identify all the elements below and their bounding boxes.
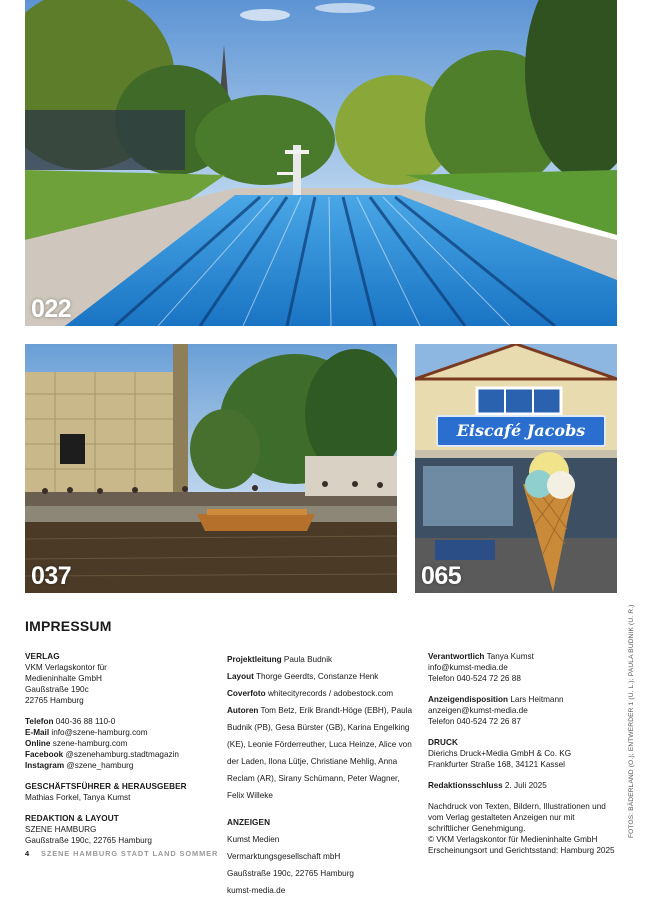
verantwortlich-phone: Telefon 040-524 72 26 88 <box>428 674 521 683</box>
verlag-line: Gaußstraße 190c <box>25 685 89 694</box>
publisher-names: Mathias Forkel, Tanya Kumst <box>25 793 131 802</box>
deadline-label: Redaktionsschluss <box>428 781 503 790</box>
autoren-label: Autoren <box>227 706 259 715</box>
verlag-line: 22765 Hamburg <box>25 696 84 705</box>
druck-line: Dierichs Druck+Media GmbH & Co. KG <box>428 749 572 758</box>
online-label: Online <box>25 739 51 748</box>
anzeigen-block <box>227 814 417 899</box>
telefon-label: Telefon <box>25 717 54 726</box>
layout-value: Thorge Geerdts, Constanze Henk <box>255 672 379 681</box>
jurisdiction-notice: Erscheinungsort und Gerichtsstand: Hamburg 2025 <box>428 846 615 855</box>
facebook-label: Facebook <box>25 750 64 759</box>
icecream-illustration <box>415 344 617 593</box>
projekt-label: Projektleitung <box>227 655 282 664</box>
shop-sign: Eiscafé Jacobs <box>456 421 586 440</box>
page-reference: 022 <box>31 295 72 323</box>
email-link[interactable]: info@szene-hamburg.com <box>51 728 148 737</box>
druck-block <box>428 737 618 770</box>
copyright-notice: © VKM Verlagskontor für Medieninhalte GmbH <box>428 835 598 844</box>
autoren-value: Tom Betz, Erik Brandt-Höge (EBH), Paula Budnik (PB), Gesa Bürster (GB), Karina Engelking (KE), Leonie Förderreuther, Luca Heinze, Alice von der Laden, Ilona Lütje, Christiane Mehlig, Anna Reclam (AR), Sirany Schümann, Peter Wagner, Felix Willeke <box>227 706 413 800</box>
pool-illustration <box>25 0 617 326</box>
facebook-handle[interactable]: @szenehamburg.stadtmagazin <box>65 750 179 759</box>
website-link[interactable]: szene-hamburg.com <box>52 739 128 748</box>
river-illustration <box>25 344 397 593</box>
pool-photo <box>25 0 617 326</box>
reprint-notice: Nachdruck von Texten, Bildern, Illustrationen und vom Verlag gestalteten Anzeigen nur mit schriftlicher Genehmigung. <box>428 802 606 833</box>
layout-label: Layout <box>227 672 254 681</box>
contact-block <box>25 716 210 771</box>
anzeigen-heading: ANZEIGEN <box>227 818 271 827</box>
credits-block <box>227 651 417 804</box>
druck-line: Frankfurter Straße 168, 34121 Kassel <box>428 760 565 769</box>
druck-heading: DRUCK <box>428 738 459 747</box>
page-reference: 065 <box>421 562 462 590</box>
coverfoto-value: whitecityrecords / adobestock.com <box>267 689 394 698</box>
projekt-value: Paula Budnik <box>283 655 333 664</box>
river-photo <box>25 344 397 593</box>
instagram-label: Instagram <box>25 761 65 770</box>
disposition-email[interactable]: anzeigen@kumst-media.de <box>428 706 528 715</box>
anzeigen-link[interactable]: kumst-media.de <box>227 886 286 895</box>
magazine-name: SZENE HAMBURG STADT LAND SOMMER <box>40 849 219 858</box>
verlag-heading: VERLAG <box>25 652 60 661</box>
icecream-shop-photo <box>415 344 617 593</box>
page-footer <box>25 849 218 858</box>
verlag-line: VKM Verlagskontor für <box>25 663 107 672</box>
email-label: E-Mail <box>25 728 50 737</box>
publisher-block <box>25 781 210 803</box>
anzeigen-line: Vermarktungsgesellschaft mbH <box>227 852 341 861</box>
coverfoto-label: Coverfoto <box>227 689 266 698</box>
deadline-value: 2. Juli 2025 <box>504 781 547 790</box>
photo-credits: FOTOS: BÄDERLAND (O.); ENTWERDER 1 (U. L.); PAULA BUDNIK (U. R.) <box>628 604 635 838</box>
telefon-value: 040-36 88 110-0 <box>55 717 116 726</box>
verantwortlich-label: Verantwortlich <box>428 652 485 661</box>
instagram-handle[interactable]: @szene_hamburg <box>66 761 134 770</box>
disposition-value: Lars Heitmann <box>510 695 564 704</box>
disposition-block <box>428 694 618 727</box>
page-reference: 037 <box>31 562 72 590</box>
editorial-heading: REDAKTION & LAYOUT <box>25 814 119 823</box>
editorial-line: Gaußstraße 190c, 22765 Hamburg <box>25 836 152 845</box>
anzeigen-line: Gaußstraße 190c, 22765 Hamburg <box>227 869 354 878</box>
verantwortlich-email[interactable]: info@kumst-media.de <box>428 663 508 672</box>
publisher-heading: GESCHÄFTSFÜHRER & HERAUSGEBER <box>25 782 187 791</box>
disposition-label: Anzeigendisposition <box>428 695 509 704</box>
editorial-block <box>25 813 210 846</box>
impressum-column-1 <box>25 651 210 856</box>
disposition-phone: Telefon 040-524 72 26 87 <box>428 717 521 726</box>
verantwortlich-block <box>428 651 618 684</box>
legal-block <box>428 801 618 856</box>
impressum-title: IMPRESSUM <box>25 618 112 634</box>
impressum-column-2 <box>227 651 417 909</box>
impressum-column-3 <box>428 651 618 866</box>
verantwortlich-value: Tanya Kumst <box>486 652 534 661</box>
page-number: 4 <box>25 849 31 858</box>
verlag-line: Medieninhalte GmbH <box>25 674 102 683</box>
editorial-line: SZENE HAMBURG <box>25 825 97 834</box>
verlag-block <box>25 651 210 706</box>
deadline-block <box>428 780 618 791</box>
anzeigen-line: Kumst Medien <box>227 835 280 844</box>
